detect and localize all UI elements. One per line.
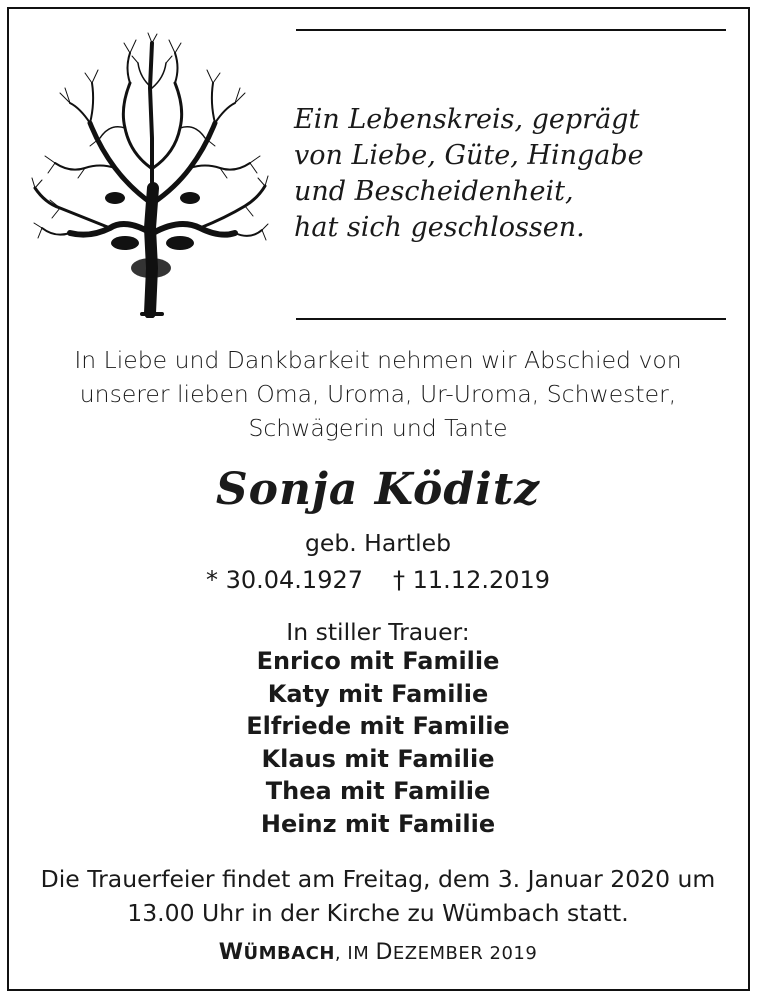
intro-line: unserer lieben Oma, Uroma, Ur-Uroma, Schwester, [79,380,677,408]
place-separator: , [334,943,342,964]
deceased-name: Sonja Köditz [215,464,541,515]
year: 2019 [489,943,538,964]
birth-date: * 30.04.1927 [205,566,363,594]
intro-text [10,343,746,445]
mourners-heading: In stiller Trauer: [286,618,470,646]
funeral-line: 13.00 Uhr in der Kirche zu Wümbach statt. [127,899,629,927]
intro-line: Schwägerin und Tante [248,414,508,442]
maiden-name: geb. Hartleb [304,529,452,557]
top-divider [296,29,726,31]
funeral-info [10,862,746,930]
mourner-item: Enrico mit Familie [256,647,500,675]
motto-line: hat sich geschlossen. [294,212,585,243]
bare-tree-icon [30,28,270,318]
funeral-line: Die Trauerfeier findet am Freitag, dem 3. Januar 2020 um [40,865,716,893]
mourner-item: Elfriede mit Familie [246,712,510,741]
town-initial: W [218,940,244,965]
death-date: † 11.12.2019 [393,566,551,594]
motto-line: Ein Lebenskreis, geprägt [294,104,640,135]
place-and-date [10,938,746,969]
month-initial: D [375,940,393,965]
motto-line: von Liebe, Güte, Hingabe [294,140,644,171]
town-rest: ÜMBACH [243,943,335,964]
date-prefix: IM [347,943,370,964]
mourner-item: Thea mit Familie [265,777,491,806]
motto-line: und Bescheidenheit, [294,176,574,207]
intro-line: In Liebe und Dankbarkeit nehmen wir Abschied von [74,346,682,374]
bottom-divider [296,318,726,320]
motto-verse [294,102,724,246]
month-rest: EZEMBER [392,943,484,964]
mourner-item: Heinz mit Familie [260,809,496,838]
mourner-item: Katy mit Familie [267,679,489,708]
mourners-list [10,645,746,841]
life-dates [10,563,746,597]
mourner-item: Klaus mit Familie [261,744,495,773]
